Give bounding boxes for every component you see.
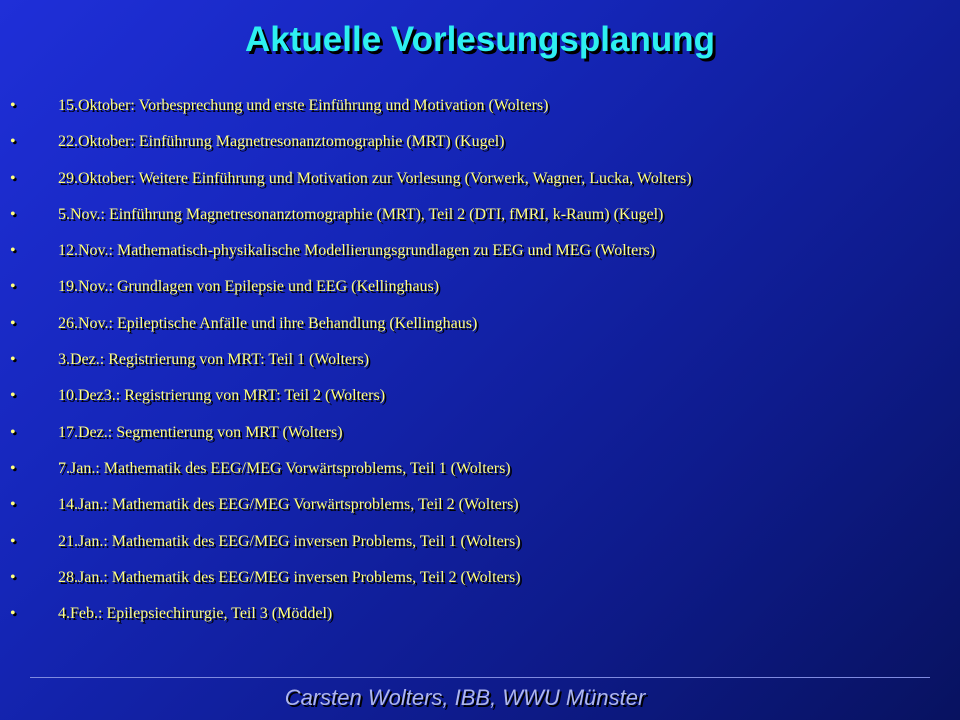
bullet-icon: • (10, 314, 16, 332)
slide-title: Aktuelle Vorlesungsplanung (245, 20, 715, 59)
bullet-icon: • (10, 278, 16, 296)
schedule-item (0, 524, 960, 560)
schedule-item-text: 17.Dez.: Segmentierung von MRT (Wolters) (58, 423, 343, 441)
schedule-item (0, 596, 960, 632)
schedule-item-text: 12.Nov.: Mathematisch-physikalische Modellierungsgrundlagen zu EEG und MEG (Wolters) (58, 242, 656, 260)
footer-divider (30, 677, 930, 678)
bullet-icon: • (10, 242, 16, 260)
schedule-item-text: 7.Jan.: Mathematik des EEG/MEG Vorwärtsproblems, Teil 1 (Wolters) (58, 459, 511, 477)
schedule-item (0, 560, 960, 596)
footer-author: Carsten Wolters, IBB, WWU Münster (284, 685, 646, 710)
schedule-item-text: 26.Nov.: Epileptische Anfälle und ihre Behandlung (Kellinghaus) (58, 314, 478, 332)
schedule-item (0, 415, 960, 451)
bullet-icon: • (10, 351, 16, 369)
schedule-item-text: 15.Oktober: Vorbesprechung und erste Einführung und Motivation (Wolters) (58, 97, 549, 114)
schedule-list (0, 88, 960, 632)
schedule-item (0, 124, 960, 160)
schedule-item (0, 487, 960, 523)
bullet-icon: • (10, 205, 16, 223)
schedule-item (0, 378, 960, 414)
schedule-item-text: 5.Nov.: Einführung Magnetresonanztomographie (MRT), Teil 2 (DTI, fMRI, k-Raum) (Kugel) (58, 205, 664, 223)
schedule-item (0, 451, 960, 487)
bullet-icon: • (10, 423, 16, 441)
bullet-icon: • (10, 97, 16, 114)
bullet-icon: • (10, 496, 16, 514)
schedule-item (0, 306, 960, 342)
schedule-item (0, 342, 960, 378)
bullet-icon: • (10, 532, 16, 550)
bullet-icon: • (10, 133, 16, 151)
schedule-item (0, 269, 960, 305)
schedule-item-text: 3.Dez.: Registrierung von MRT: Teil 1 (Wolters) (58, 351, 370, 369)
schedule-item (0, 88, 960, 124)
schedule-item-text: 21.Jan.: Mathematik des EEG/MEG inversen Problems, Teil 1 (Wolters) (58, 532, 521, 550)
schedule-item (0, 161, 960, 197)
bullet-icon: • (10, 459, 16, 477)
bullet-icon: • (10, 169, 16, 187)
schedule-item-text: 19.Nov.: Grundlagen von Epilepsie und EEG (Kellinghaus) (58, 278, 440, 296)
schedule-item-text: 29.Oktober: Weitere Einführung und Motivation zur Vorlesung (Vorwerk, Wagner, Lucka, Wolters) (58, 169, 692, 187)
schedule-item (0, 197, 960, 233)
bullet-icon: • (10, 568, 16, 586)
bullet-icon: • (10, 387, 16, 405)
bullet-icon: • (10, 605, 16, 623)
schedule-item-text: 22.Oktober: Einführung Magnetresonanztomographie (MRT) (Kugel) (58, 133, 505, 151)
schedule-item (0, 233, 960, 269)
schedule-item-text: 10.Dez3.: Registrierung von MRT: Teil 2 (Wolters) (58, 387, 386, 405)
schedule-item-text: 28.Jan.: Mathematik des EEG/MEG inversen Problems, Teil 2 (Wolters) (58, 568, 521, 586)
schedule-item-text: 4.Feb.: Epilepsiechirurgie, Teil 3 (Möddel) (58, 605, 333, 623)
schedule-item-text: 14.Jan.: Mathematik des EEG/MEG Vorwärtsproblems, Teil 2 (Wolters) (58, 496, 519, 514)
